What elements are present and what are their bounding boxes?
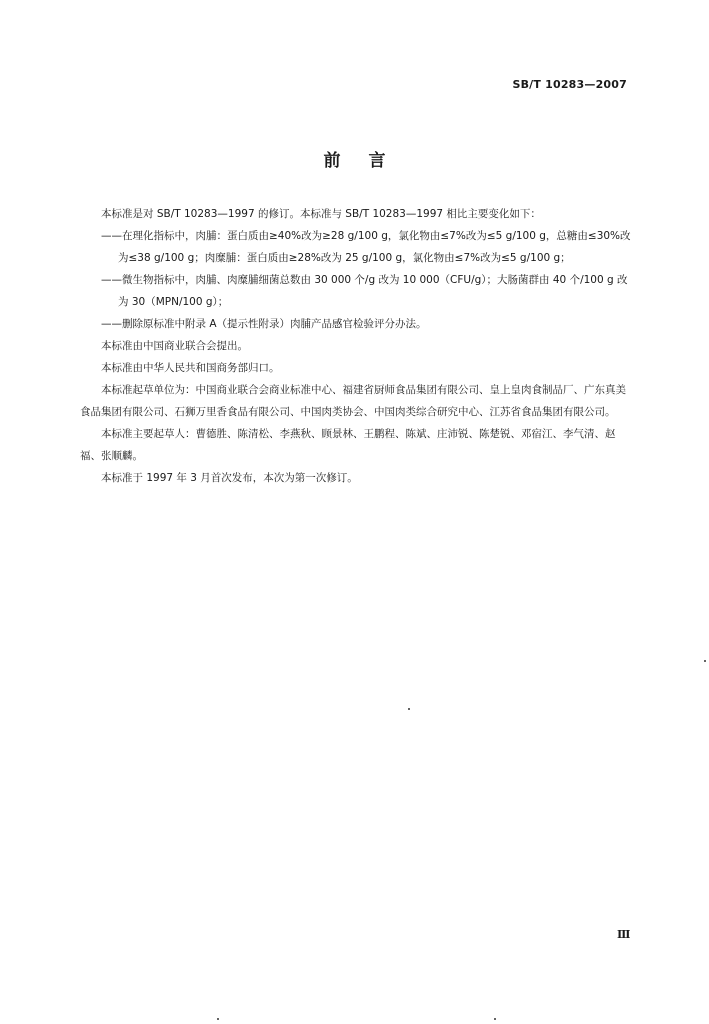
drafting-units-paragraph: 本标准起草单位为：中国商业联合会商业标准中心、福建省厨师食品集团有限公司、皇上皇肉食制品厂、广东真美食品集团有限公司、石狮万里香食品有限公司、中国肉类协会、中国肉类综合研究中心、江苏省食品集团有限公司。 xyxy=(80,384,626,418)
scan-speck xyxy=(704,660,706,662)
drafters-paragraph: 本标准主要起草人：曹德胜、陈清松、李燕秋、顾景林、王鹏程、陈斌、庄沛锐、陈楚锐、邓宿江、李气清、赵福、张顺麟。 xyxy=(80,428,616,462)
change-item-appendix: ——删除原标准中附录 A（提示性附录）肉脯产品感官检验评分办法。 xyxy=(101,318,427,330)
scan-speck xyxy=(217,1018,219,1020)
page-number: Ⅲ xyxy=(617,928,631,941)
scan-speck xyxy=(494,1018,496,1020)
foreword-body xyxy=(80,203,635,489)
standard-number: SB/T 10283—2007 xyxy=(512,78,627,91)
intro-paragraph: 本标准是对 SB/T 10283—1997 的修订。本标准与 SB/T 10283—1997 相比主要变化如下： xyxy=(101,208,541,220)
page-title: 前言 xyxy=(323,151,414,171)
proposer-paragraph: 本标准由中国商业联合会提出。 xyxy=(101,340,248,352)
change-item-physicochemical: ——在理化指标中，肉脯：蛋白质由≥40%改为≥28 g/100 g，氯化物由≤7%改为≤5 g/100 g，总糖由≤30%改为≤38 g/100 g；肉糜脯：蛋白质由≥28%改为 25 g/100 g，氯化物由≤7%改为≤5 g/100 g； xyxy=(101,230,631,264)
scan-speck xyxy=(408,708,410,710)
history-paragraph: 本标准于 1997 年 3 月首次发布，本次为第一次修订。 xyxy=(101,472,358,484)
change-item-microbial: ——微生物指标中，肉脯、肉糜脯细菌总数由 30 000 个/g 改为 10 000（CFU/g）；大肠菌群由 40 个/100 g 改为 30（MPN/100 g）； xyxy=(101,274,628,308)
administrator-paragraph: 本标准由中华人民共和国商务部归口。 xyxy=(101,362,280,374)
